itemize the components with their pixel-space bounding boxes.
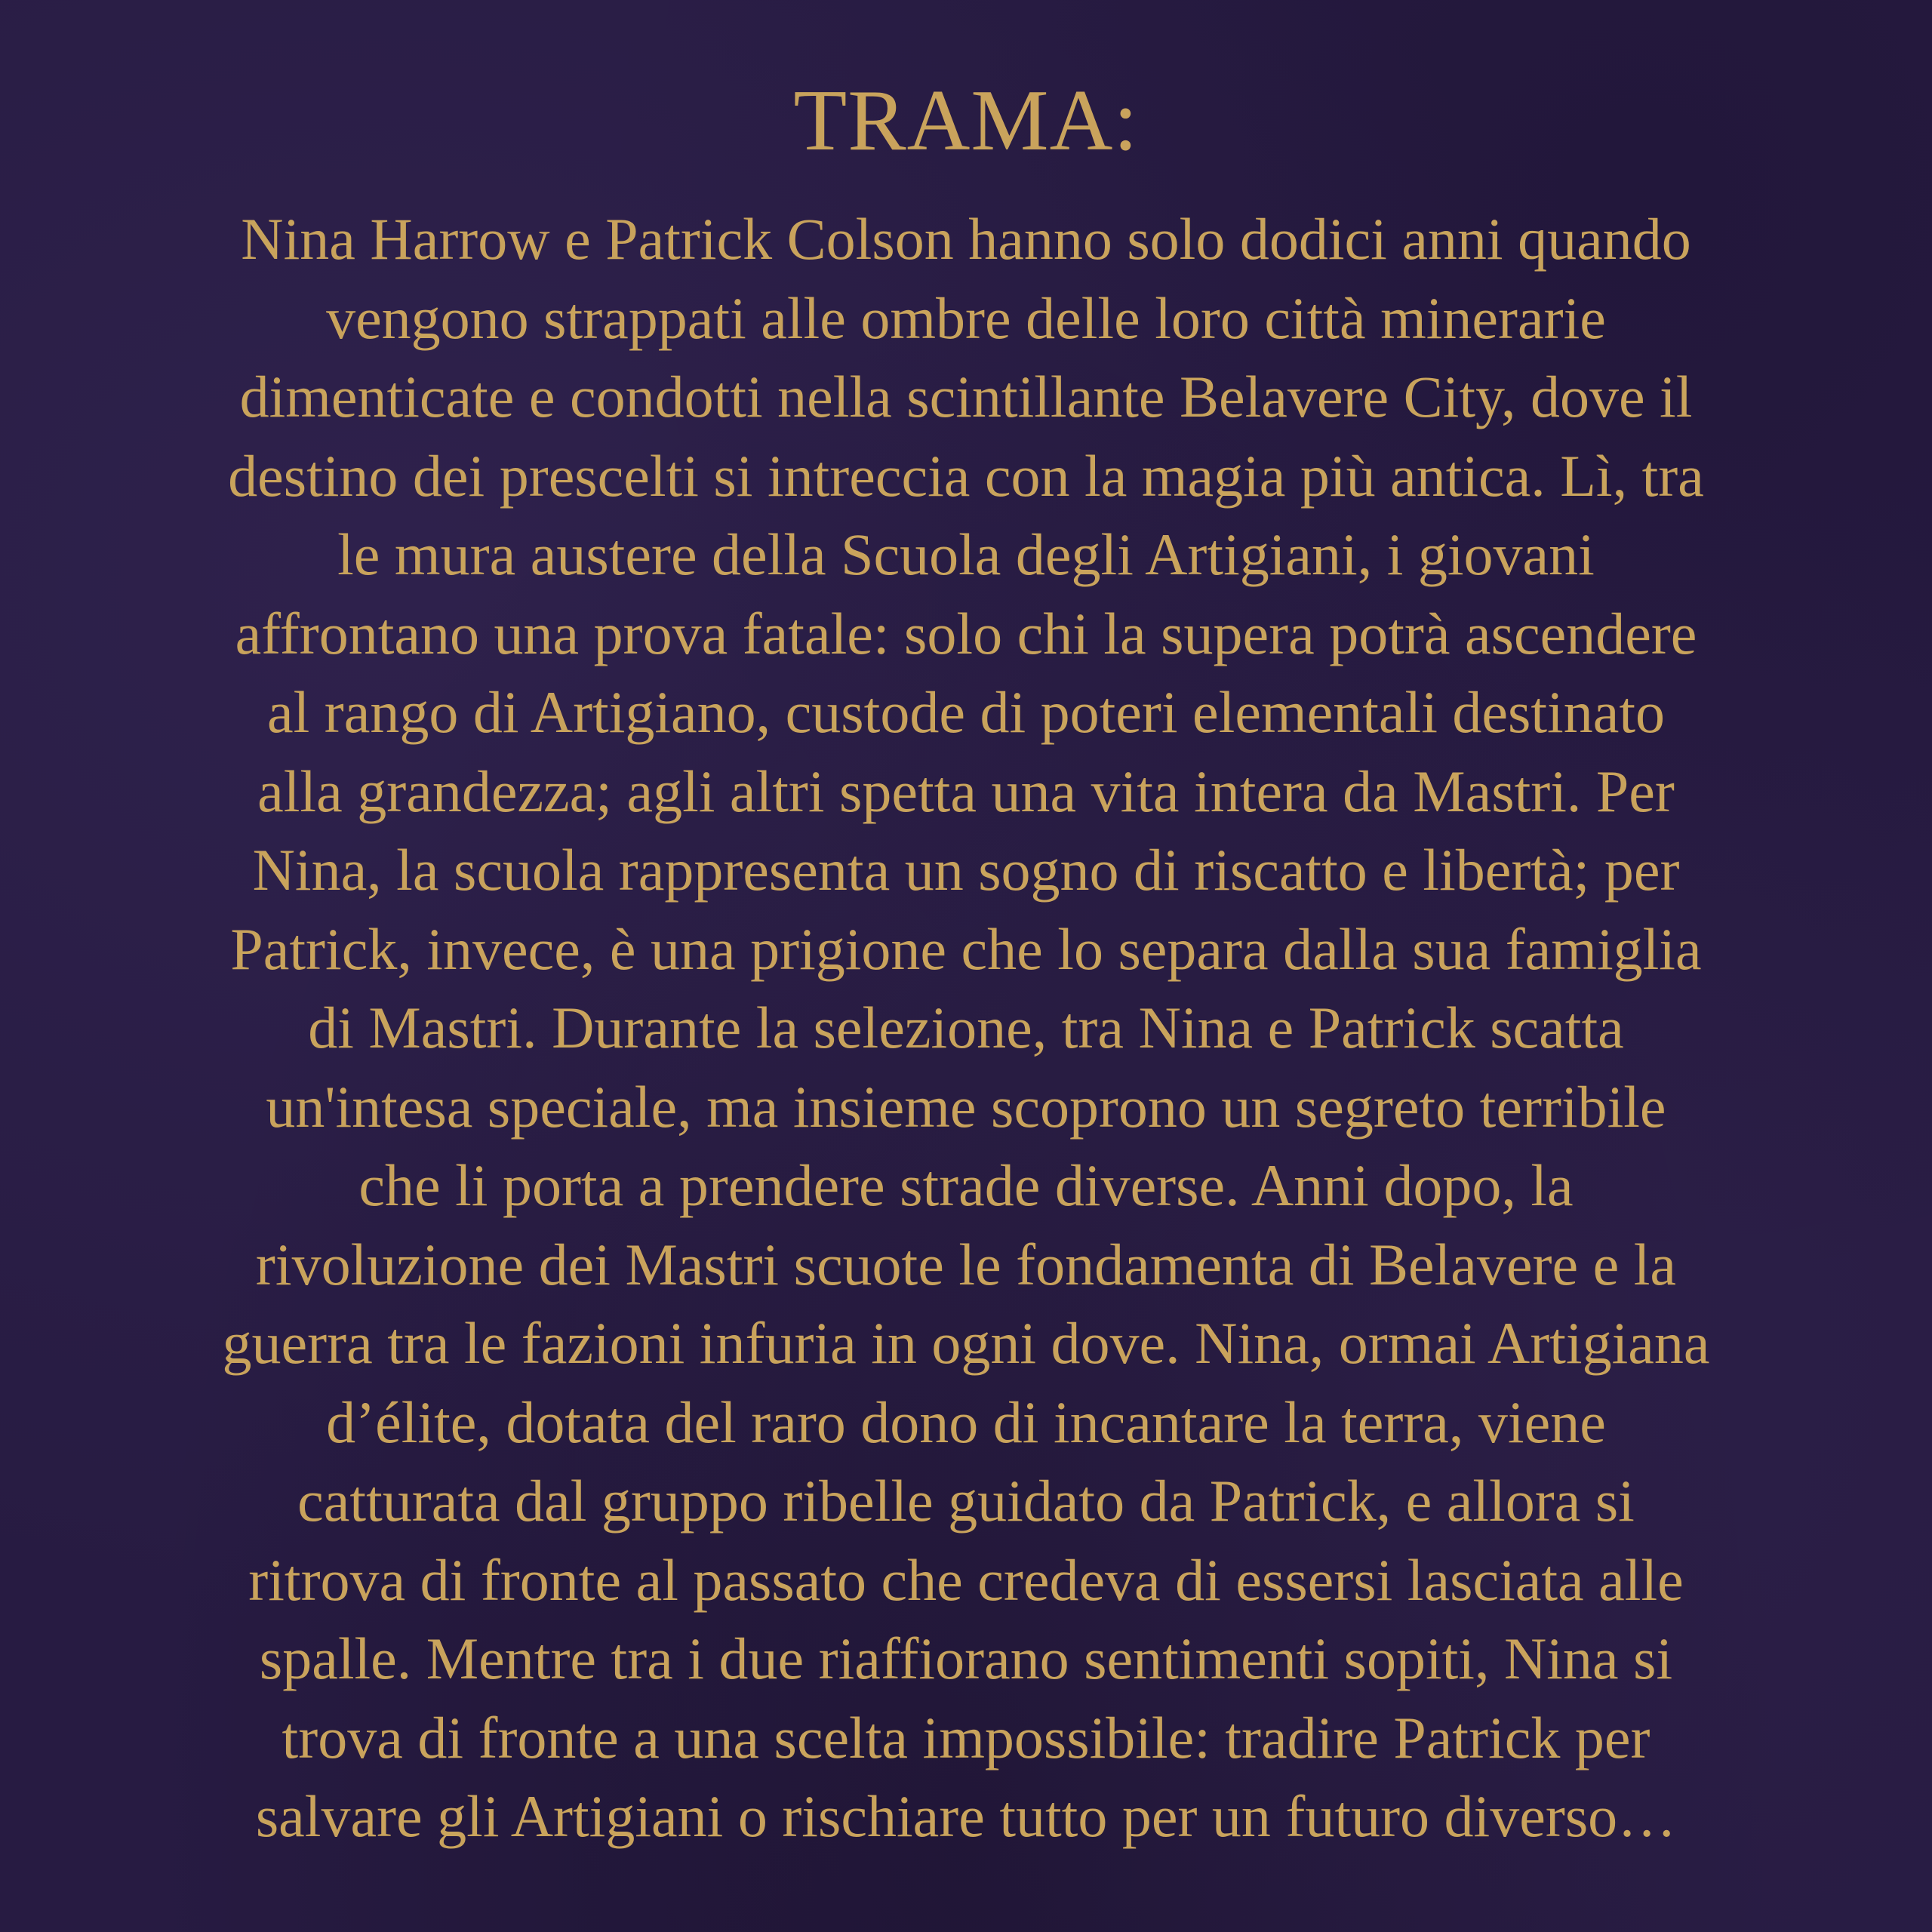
synopsis-line: d’élite, dotata del raro dono di incantare la terra, viene — [326, 1389, 1606, 1455]
synopsis-line: alla grandezza; agli altri spetta una vita intera da Mastri. Per — [257, 758, 1675, 824]
synopsis-line: salvare gli Artigiani o rischiare tutto per un futuro diverso… — [255, 1783, 1677, 1849]
synopsis-line: Nina, la scuola rappresenta un sogno di riscatto e libertà; per — [252, 837, 1680, 903]
synopsis-line: rivoluzione dei Mastri scuote le fondamenta di Belavere e la — [255, 1231, 1677, 1297]
synopsis-line: che li porta a prendere strade diverse. Anni dopo, la — [358, 1152, 1574, 1218]
synopsis-line: le mura austere della Scuola degli Artigiani, i giovani — [337, 521, 1595, 587]
synopsis-line: dimenticate e condotti nella scintillante Belavere City, dove il — [239, 364, 1693, 429]
synopsis-line: Patrick, invece, è una prigione che lo separa dalla sua famiglia — [230, 915, 1702, 982]
synopsis-line: Nina Harrow e Patrick Colson hanno solo dodici anni quando — [241, 206, 1691, 272]
synopsis-line: guerra tra le fazioni infuria in ogni dove. Nina, ormai Artigiana — [222, 1310, 1710, 1376]
synopsis-line: catturata dal gruppo ribelle guidato da Patrick, e allora si — [297, 1468, 1635, 1534]
synopsis-text — [45, 200, 1887, 1857]
synopsis-line: ritrova di fronte al passato che credeva di essersi lasciata alle — [248, 1546, 1684, 1613]
synopsis-line: trova di fronte a una scelta impossibile: tradire Patrick per — [281, 1704, 1651, 1770]
synopsis-line: destino dei prescelti si intreccia con la magia più antica. Lì, tra — [228, 442, 1704, 509]
synopsis-line: di Mastri. Durante la selezione, tra Nina e Patrick scatta — [308, 995, 1624, 1060]
synopsis-line: spalle. Mentre tra i due riaffiorano sentimenti sopiti, Nina si — [259, 1626, 1673, 1691]
synopsis-line: un'intesa speciale, ma insieme scoprono un segreto terribile — [266, 1073, 1666, 1140]
synopsis-line: vengono strappati alle ombre delle loro città minerarie — [326, 285, 1606, 351]
page-title: TRAMA: — [793, 72, 1139, 169]
synopsis-line: affrontano una prova fatale: solo chi la supera potrà ascendere — [235, 600, 1697, 666]
synopsis-line: al rango di Artigiano, custode di poteri elementali destinato — [266, 679, 1665, 745]
